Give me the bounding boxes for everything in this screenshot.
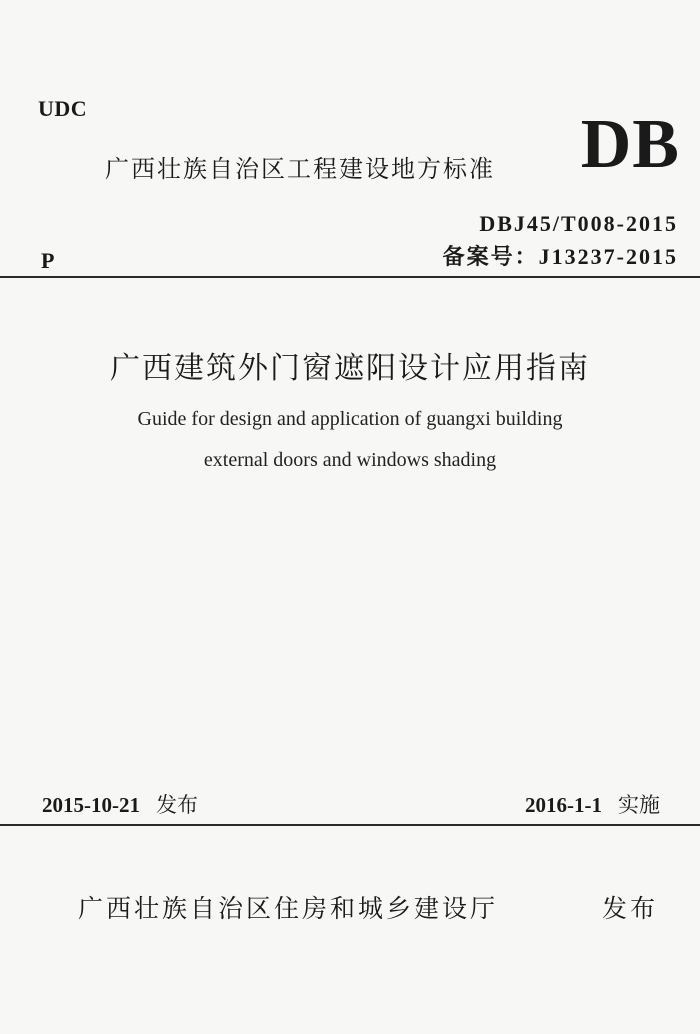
implementation-label: 实施	[618, 793, 660, 817]
title-chinese: 广西建筑外门窗遮阳设计应用指南	[110, 351, 590, 386]
record-label: 备案号：	[442, 245, 539, 270]
top-divider	[0, 276, 700, 278]
issue-date: 2015-10-21	[42, 793, 140, 817]
issue-label: 发布	[156, 793, 198, 817]
implementation-date: 2016-1-1	[525, 793, 602, 817]
category-mark: P	[41, 248, 55, 273]
udc-label: UDC	[38, 96, 88, 121]
standard-type: 广西壮族自治区工程建设地方标准	[105, 155, 495, 183]
record-number: J13237-2015	[538, 244, 678, 269]
db-mark: DB	[580, 106, 680, 183]
bottom-divider	[0, 824, 700, 826]
issuer-action: 发布	[601, 894, 658, 923]
title-english-line1: Guide for design and application of guangxi building	[137, 408, 563, 430]
issuer: 广西壮族自治区住房和城乡建设厅	[78, 894, 499, 923]
record-number-line	[443, 240, 678, 271]
title-english-line2: external doors and windows shading	[203, 449, 497, 471]
implementation-date-block	[525, 789, 660, 819]
issue-date-block	[42, 789, 198, 819]
standard-code: DBJ45/T008-2015	[479, 211, 678, 236]
